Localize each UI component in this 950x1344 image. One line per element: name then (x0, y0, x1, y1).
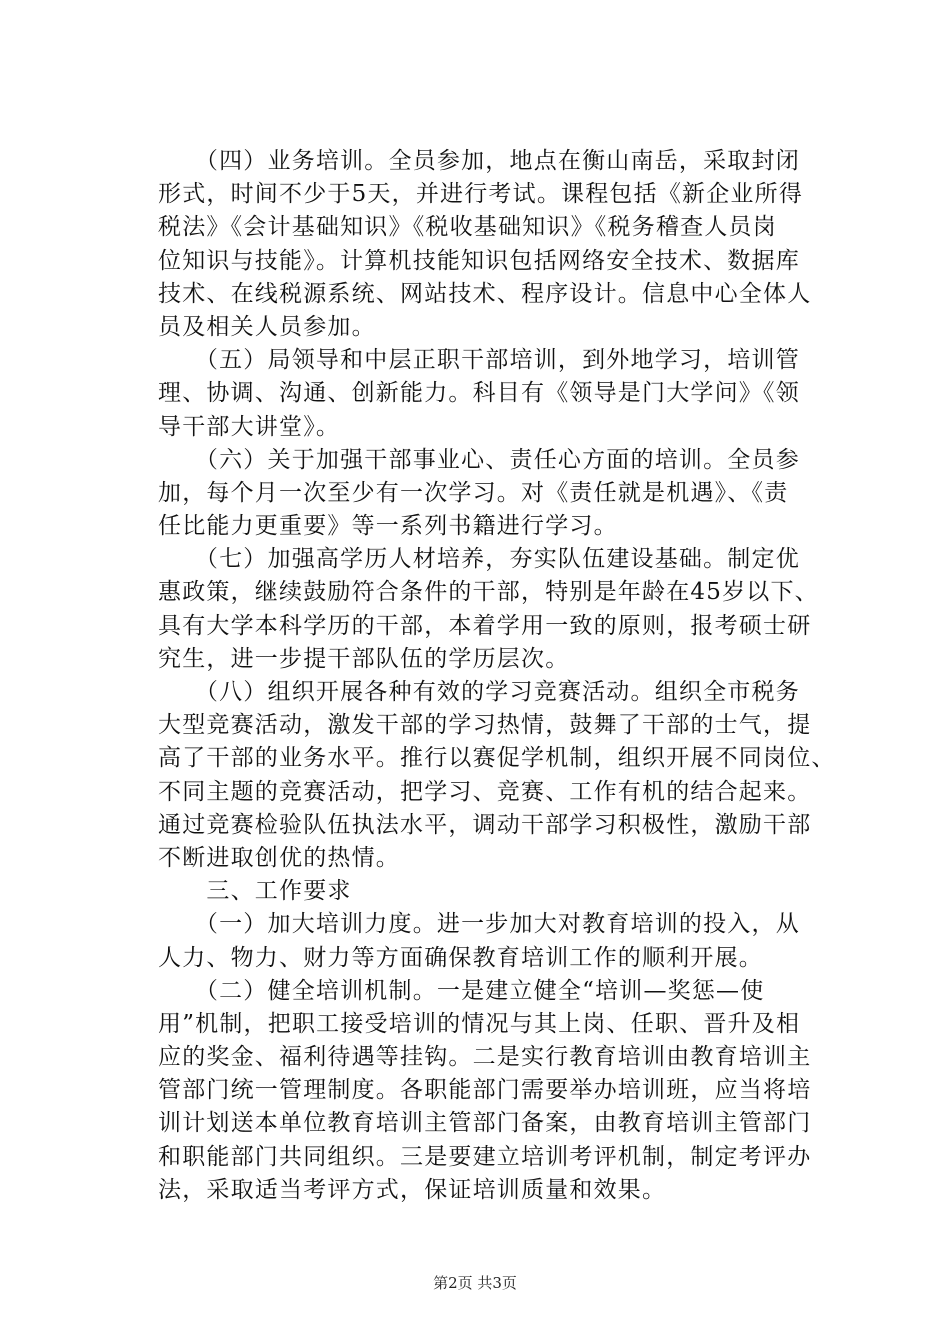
text-line: （二）健全培训机制。一是建立健全“培训—奖惩—使 (158, 977, 765, 1004)
text-line: 通过竞赛检验队伍执法水平，调动干部学习积极性，激励干部 (158, 811, 812, 838)
text-line: 具有大学本科学历的干部，本着学用一致的原则，报考硕士研 (158, 612, 812, 639)
text-line: 应的奖金、福利待遇等挂钩。二是实行教育培训由教育培训主 (158, 1044, 812, 1071)
text-line: 员及相关人员参加。 (158, 313, 376, 340)
text-line: 税法》《会计基础知识》《税收基础知识》《税务稽查人员岗 (158, 214, 777, 241)
text-line: 高了干部的业务水平。推行以赛促学机制，组织开展不同岗位、 (158, 745, 836, 772)
text-line: 管部门统一管理制度。各职能部门需要举办培训班，应当将培 (158, 1077, 812, 1104)
text-line: 任比能力更重要》等一系列书籍进行学习。 (158, 513, 618, 540)
text-line: 惠政策，继续鼓励符合条件的干部，特别是年龄在45岁以下、 (158, 579, 819, 606)
text-line: 导干部大讲堂》。 (158, 413, 341, 440)
text-line: 形式，时间不少于5天，并进行考试。课程包括《新企业所得 (158, 181, 804, 208)
text-line: 理、协调、沟通、创新能力。科目有《领导是门大学问》《领 (158, 380, 800, 407)
text-line: 究生，进一步提干部队伍的学历层次。 (158, 645, 570, 672)
text-line: 位知识与技能》。计算机技能知识包括网络安全技术、数据库 (158, 247, 800, 274)
text-line: （七）加强高学历人材培养，夯实队伍建设基础。制定优 (158, 546, 800, 573)
text-line: （一）加大培训力度。进一步加大对教育培训的投入，从 (158, 911, 800, 938)
text-line: 大型竞赛活动，激发干部的学习热情，鼓舞了干部的士气，提 (158, 712, 812, 739)
text-line: （四）业务培训。全员参加，地点在衡山南岳，采取封闭 (158, 148, 800, 174)
document-body (158, 145, 838, 1207)
text-line: 训计划送本单位教育培训主管部门备案，由教育培训主管部门 (158, 1110, 812, 1137)
text-line: 不同主题的竞赛活动，把学习、竞赛、工作有机的结合起来。 (158, 778, 812, 805)
text-line: （五）局领导和中层正职干部培训，到外地学习，培训管 (158, 347, 800, 374)
text-line: 人力、物力、财力等方面确保教育培训工作的顺利开展。 (158, 944, 763, 971)
text-line: 技术、在线税源系统、网站技术、程序设计。信息中心全体人 (158, 280, 812, 307)
text-line: 不断进取创优的热情。 (158, 844, 400, 871)
text-line: 法，采取适当考评方式，保证培训质量和效果。 (158, 1176, 667, 1203)
section-heading: 三、工作要求 (158, 878, 352, 905)
text-line: 和职能部门共同组织。三是要建立培训考评机制，制定考评办 (158, 1143, 812, 1170)
page-number-footer: 第2页 共3页 (433, 1274, 517, 1292)
text-line: 用”机制，把职工接受培训的情况与其上岗、任职、晋升及相 (158, 1010, 801, 1037)
text-line: （六）关于加强干部事业心、责任心方面的培训。全员参 (158, 446, 800, 473)
text-line: （八）组织开展各种有效的学习竞赛活动。组织全市税务 (158, 679, 800, 705)
text-line: 加，每个月一次至少有一次学习。对《责任就是机遇》、《责 (158, 479, 789, 506)
